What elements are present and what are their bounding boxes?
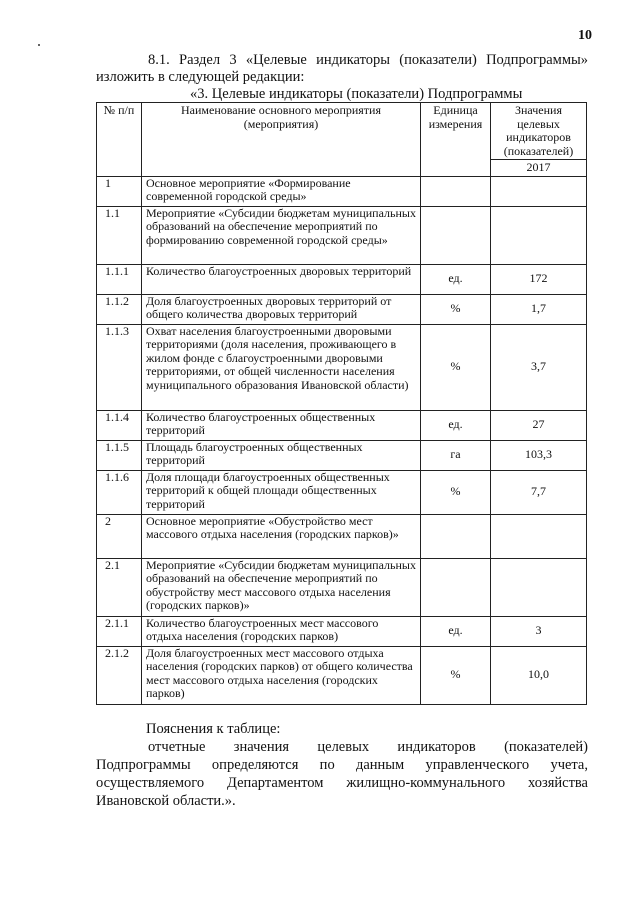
row-name: Охват населения благоустроенными дворовыми территориями (доля населения, проживающего в жилом фонде с благоустроенными дворовыми территориями, от общей численности населения муниципального образования Ивановской области) [142, 324, 421, 410]
table-heading: «3. Целевые индикаторы (показатели) Подпрограммы [190, 86, 523, 102]
table-row [97, 558, 587, 616]
header-name: Наименование основного мероприятия (мероприятия) [142, 103, 421, 177]
row-value: 27 [491, 410, 587, 440]
row-name: Мероприятие «Субсидии бюджетам муниципальных образований на обеспечение мероприятий по обустройству мест массового отдыха населения (городских парков)» [142, 558, 421, 616]
row-name: Количество благоустроенных дворовых территорий [142, 264, 421, 294]
row-unit: га [421, 440, 491, 470]
table-row [97, 616, 587, 646]
row-num: 1.1.2 [97, 294, 142, 324]
notes-line-1: отчетные значения целевых индикаторов (показателей) [148, 739, 588, 755]
row-num: 2.1.1 [97, 616, 142, 646]
row-value: 3,7 [491, 324, 587, 410]
row-num: 2.1.2 [97, 646, 142, 704]
indicators-table [96, 102, 587, 705]
notes-title: Пояснения к таблице: [146, 721, 281, 737]
row-num: 2 [97, 514, 142, 558]
row-unit [421, 514, 491, 558]
notes-line-2: Подпрограммы определяются по данным управленческого учета, [96, 757, 588, 773]
table-row [97, 324, 587, 410]
row-name: Доля благоустроенных дворовых территорий от общего количества дворовых территорий [142, 294, 421, 324]
row-unit: ед. [421, 264, 491, 294]
row-value: 10,0 [491, 646, 587, 704]
intro-line-2: изложить в следующей редакции: [96, 69, 305, 85]
row-num: 2.1 [97, 558, 142, 616]
row-unit: % [421, 324, 491, 410]
row-unit: ед. [421, 410, 491, 440]
table-row [97, 440, 587, 470]
row-name: Площадь благоустроенных общественных территорий [142, 440, 421, 470]
scan-speck [38, 44, 40, 46]
row-value [491, 206, 587, 264]
row-name: Основное мероприятие «Обустройство мест массового отдыха населения (городских парков)» [142, 514, 421, 558]
row-value [491, 558, 587, 616]
row-value: 103,3 [491, 440, 587, 470]
row-num: 1.1.3 [97, 324, 142, 410]
row-unit: % [421, 294, 491, 324]
table-row [97, 264, 587, 294]
row-unit [421, 558, 491, 616]
intro-line-1: 8.1. Раздел 3 «Целевые индикаторы (показатели) Подпрограммы» [148, 52, 588, 68]
row-value: 1,7 [491, 294, 587, 324]
row-name: Количество благоустроенных мест массового отдыха населения (городских парков) [142, 616, 421, 646]
table-row [97, 176, 587, 206]
table-row [97, 646, 587, 704]
row-num: 1.1.6 [97, 470, 142, 514]
table-row [97, 514, 587, 558]
notes-line-3: осуществляемого Департаментом жилищно-коммунального хозяйства [96, 775, 588, 791]
page-number: 10 [578, 28, 592, 43]
row-num: 1.1.5 [97, 440, 142, 470]
table-row [97, 294, 587, 324]
row-value: 3 [491, 616, 587, 646]
table-row [97, 410, 587, 440]
notes-line-4: Ивановской области.». [96, 793, 236, 809]
row-num: 1.1.1 [97, 264, 142, 294]
table-row [97, 470, 587, 514]
row-num: 1 [97, 176, 142, 206]
row-unit: ед. [421, 616, 491, 646]
table-notes [96, 720, 588, 810]
table-header-row [97, 103, 587, 160]
row-value [491, 514, 587, 558]
header-year: 2017 [491, 160, 587, 177]
row-num: 1.1 [97, 206, 142, 264]
row-num: 1.1.4 [97, 410, 142, 440]
header-num: № п/п [97, 103, 142, 177]
row-value [491, 176, 587, 206]
row-unit: % [421, 470, 491, 514]
row-unit [421, 206, 491, 264]
intro-paragraph [96, 52, 588, 86]
row-value: 172 [491, 264, 587, 294]
row-name: Мероприятие «Субсидии бюджетам муниципальных образований на обеспечение мероприятий по формированию современной городской среды» [142, 206, 421, 264]
row-unit [421, 176, 491, 206]
row-name: Доля площади благоустроенных общественных территорий к общей площади общественных территорий [142, 470, 421, 514]
header-value: Значения целевых индикаторов (показателей) [491, 103, 587, 160]
row-name: Доля благоустроенных мест массового отдыха населения (городских парков) от общего количества мест массового отдыха населения (городских парков) [142, 646, 421, 704]
row-name: Основное мероприятие «Формирование современной городской среды» [142, 176, 421, 206]
header-unit: Единица измерения [421, 103, 491, 177]
row-unit: % [421, 646, 491, 704]
table-row [97, 206, 587, 264]
row-name: Количество благоустроенных общественных территорий [142, 410, 421, 440]
row-value: 7,7 [491, 470, 587, 514]
